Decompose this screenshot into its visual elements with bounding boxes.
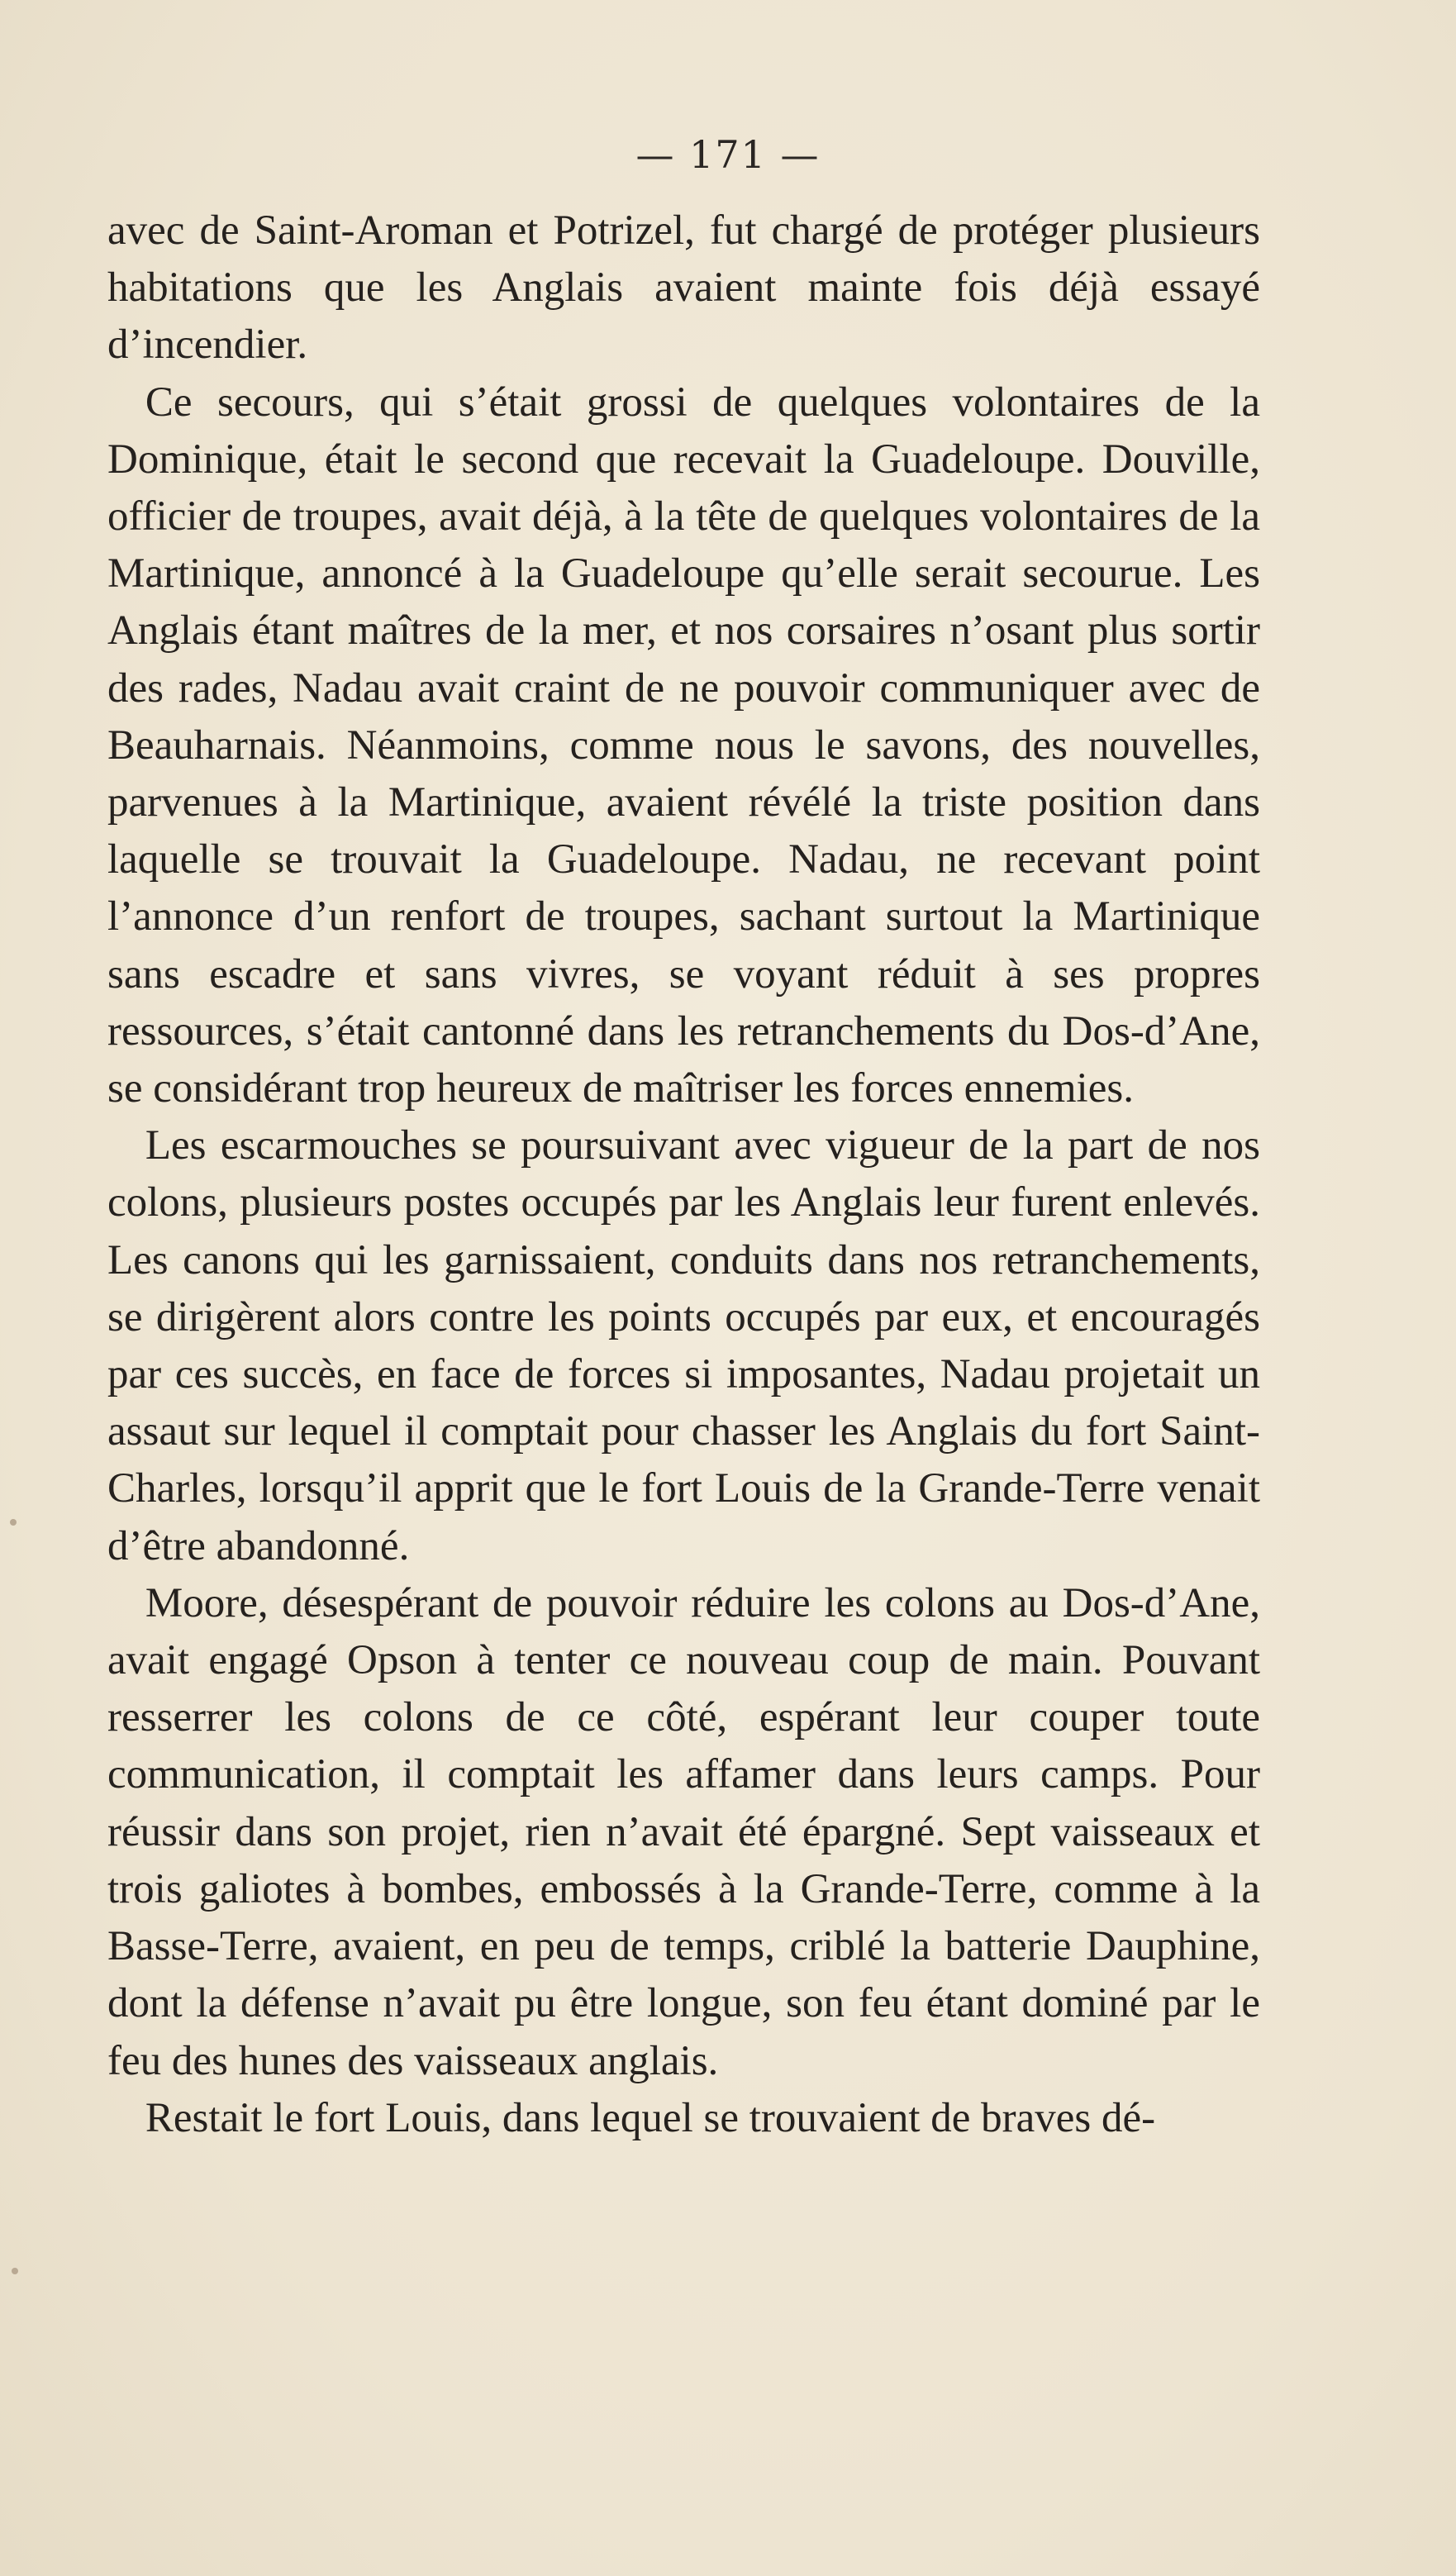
page-number: — 171 — [635,132,821,177]
paper-speck [10,1519,17,1526]
body-text [107,202,1260,2147]
paragraph: Moore, désespérant de pouvoir réduire les colons au Dos-d’Ane, avait engagé Opson à tenter ce nouveau coup de main. Pouvant resserrer les colons de ce côté, espérant leur couper toute communication, il comptait les affamer dans leurs camps. Pour réussir dans son projet, rien n’avait été épargné. Sept vaisseaux et trois galiotes à bombes, embossés à la Grande-Terre, comme à la Basse-Terre, avaient, en peu de temps, criblé la batterie Dauphine, dont la défense n’avait pu être longue, son feu étant dominé par le feu des hunes des vaisseaux anglais. [107,1579,1260,2084]
paper-speck [12,2268,18,2274]
paragraph: avec de Saint-Aroman et Potrizel, fut chargé de protéger plusieurs habitations que les Anglais avaient mainte fois déjà essayé d’incendier. [107,207,1260,369]
paragraph: Restait le fort Louis, dans lequel se trouvaient de braves dé- [145,2094,1156,2141]
paragraph: Les escarmouches se poursuivant avec vigueur de la part de nos colons, plusieurs postes occupés par les Anglais leur furent enlevés. Les canons qui les garnissaient, conduits dans nos retranchements, se dirigèrent alors contre les points occupés par eux, et encouragés par ces succès, en face de forces si imposantes, Nadau projetait un assaut sur lequel il comptait pour chasser les Anglais du fort Saint-Charles, lorsqu’il apprit que le fort Louis de la Grande-Terre venait d’être abandonné. [107,1122,1260,1569]
paragraph: Ce secours, qui s’était grossi de quelques volontaires de la Dominique, était le second que recevait la Guadeloupe. Douville, officier de troupes, avait déjà, à la tête de quelques volontaires de la Martinique, annoncé à la Guadeloupe qu’elle serait secourue. Les Anglais étant maîtres de la mer, et nos corsaires n’osant plus sortir des rades, Nadau avait craint de ne pouvoir communiquer avec de Beauharnais. Néanmoins, comme nous le savons, des nouvelles, parvenues à la Martinique, avaient révélé la triste position dans laquelle se trouvait la Guadeloupe. Nadau, ne recevant point l’annonce d’un renfort de troupes, sachant surtout la Martinique sans escadre et sans vivres, se voyant réduit à ses propres ressources, s’était cantonné dans les retranchements du Dos-d’Ane, se considérant trop heureux de maîtriser les forces ennemies. [107,379,1260,1112]
